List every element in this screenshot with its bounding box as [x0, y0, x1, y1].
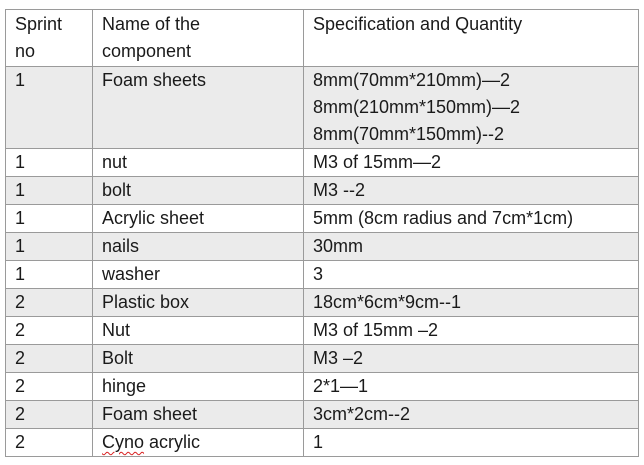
cell-spec: M3 –2 [304, 345, 639, 373]
cell-spec: 5mm (8cm radius and 7cm*1cm) [304, 205, 639, 233]
cell-spec: 18cm*6cm*9cm--1 [304, 289, 639, 317]
cell-sprint: 2 [6, 345, 93, 373]
table-row [6, 67, 639, 149]
table-row [6, 205, 639, 233]
cell-sprint: 1 [6, 261, 93, 289]
cell-component: hinge [93, 373, 304, 401]
cell-spec: M3 of 15mm—2 [304, 149, 639, 177]
cell-component: nails [93, 233, 304, 261]
cell-spec: 1 [304, 429, 639, 457]
cell-component: Nut [93, 317, 304, 345]
cell-spec: 3cm*2cm--2 [304, 401, 639, 429]
cell-spec: 3 [304, 261, 639, 289]
header-text: Name of the [102, 14, 201, 34]
header-specification [304, 10, 639, 67]
header-text: Specification and Quantity [313, 14, 523, 34]
spec-line: 8mm(70mm*150mm)--2 [313, 124, 505, 144]
spec-line: 8mm(70mm*210mm)—2 [313, 70, 511, 90]
table-row [6, 149, 639, 177]
cell-sprint: 2 [6, 289, 93, 317]
cell-component [93, 429, 304, 457]
cell-sprint: 2 [6, 317, 93, 345]
cell-component: bolt [93, 177, 304, 205]
cell-sprint: 1 [6, 205, 93, 233]
spellcheck-flagged-word[interactable]: Cyno [102, 432, 145, 452]
cell-sprint: 2 [6, 401, 93, 429]
header-component-name [93, 10, 304, 67]
cell-component: Bolt [93, 345, 304, 373]
cell-component: Foam sheets [93, 67, 304, 149]
cell-spec: M3 --2 [304, 177, 639, 205]
header-sprint-no [6, 10, 93, 67]
cell-sprint: 1 [6, 149, 93, 177]
cell-component: Plastic box [93, 289, 304, 317]
header-text: component [102, 41, 192, 61]
header-text: Sprint [15, 14, 63, 34]
cell-component: Foam sheet [93, 401, 304, 429]
table-row [6, 373, 639, 401]
table-row [6, 317, 639, 345]
cell-sprint: 2 [6, 429, 93, 457]
spec-line: 8mm(210mm*150mm)—2 [313, 97, 521, 117]
table-row [6, 289, 639, 317]
cell-component: washer [93, 261, 304, 289]
component-word: acrylic [144, 432, 201, 452]
cell-sprint: 1 [6, 67, 93, 149]
table-row [6, 345, 639, 373]
header-text: no [15, 41, 36, 61]
table-row [6, 177, 639, 205]
table-row [6, 233, 639, 261]
cell-sprint: 2 [6, 373, 93, 401]
cell-spec: M3 of 15mm –2 [304, 317, 639, 345]
cell-spec: 30mm [304, 233, 639, 261]
cell-sprint: 1 [6, 233, 93, 261]
cell-spec [304, 67, 639, 149]
table-row [6, 401, 639, 429]
cell-component: Acrylic sheet [93, 205, 304, 233]
cell-sprint: 1 [6, 177, 93, 205]
cell-component: nut [93, 149, 304, 177]
cell-spec: 2*1—1 [304, 373, 639, 401]
table-row [6, 261, 639, 289]
table-row [6, 429, 639, 457]
table-header-row [6, 10, 639, 67]
components-table [5, 9, 639, 457]
